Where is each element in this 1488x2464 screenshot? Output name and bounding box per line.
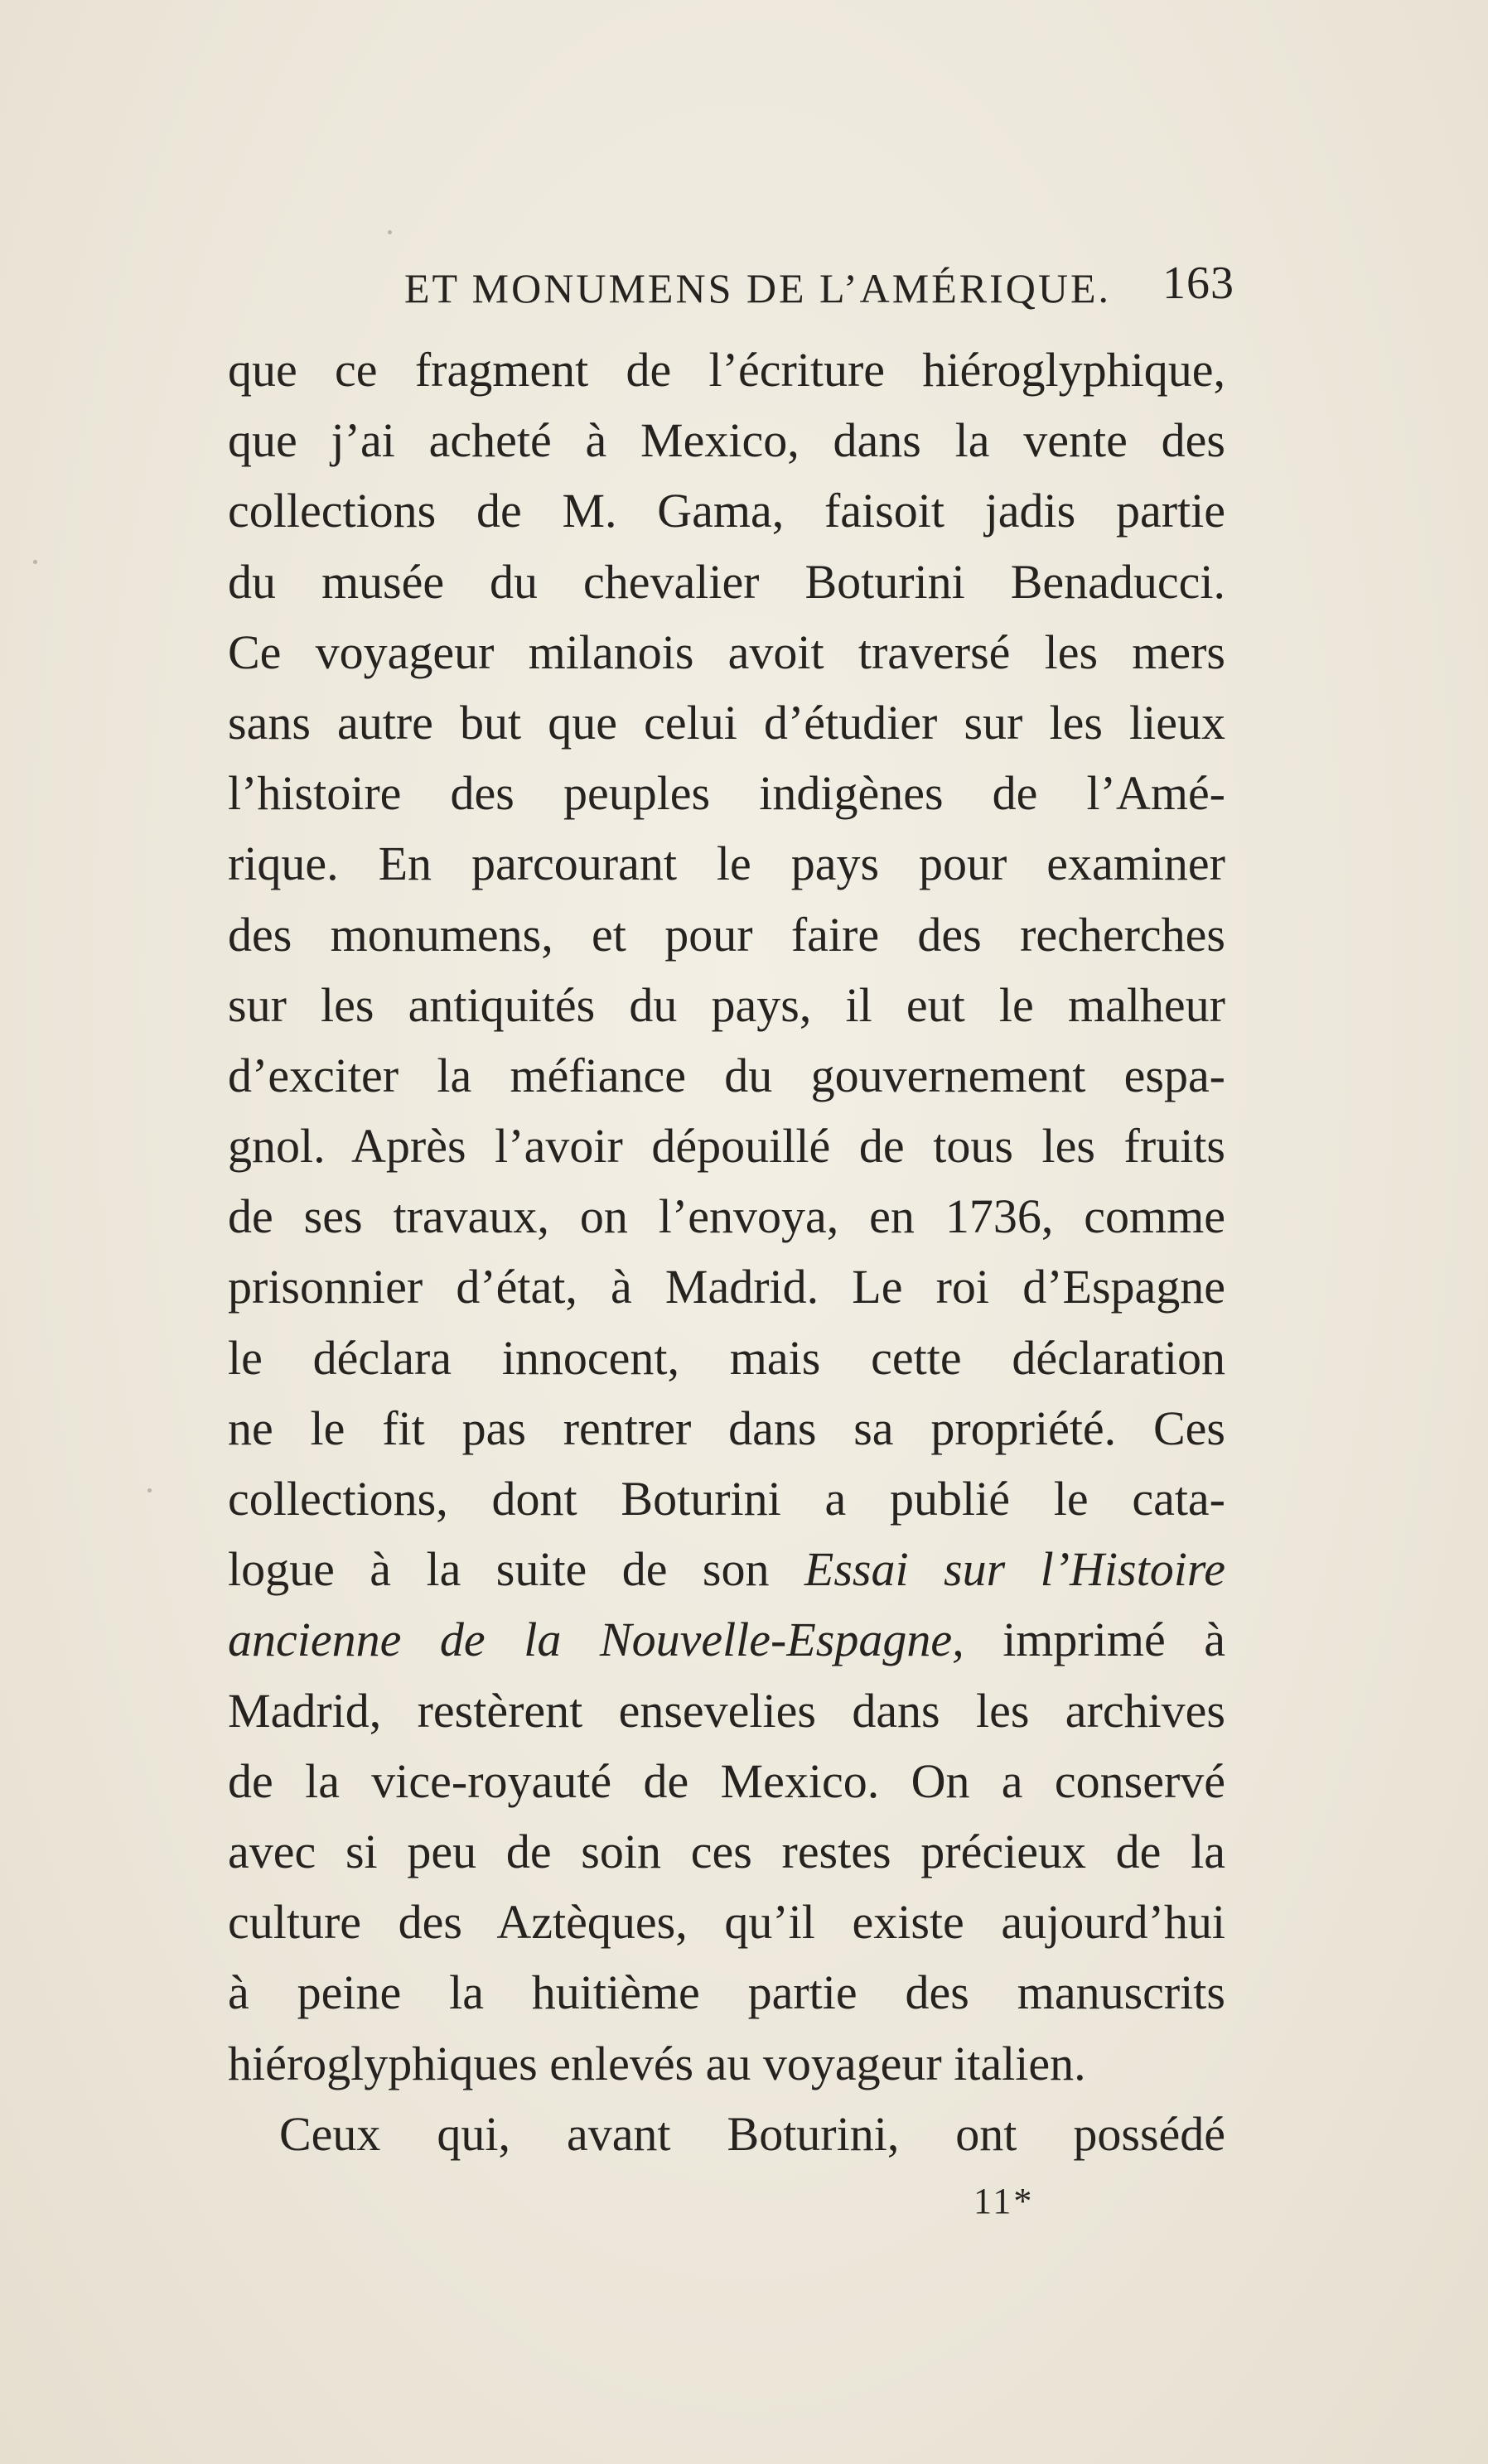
paper-spot xyxy=(147,1488,152,1492)
text-line: de la vice-royauté de Mexico. On a conservé xyxy=(228,1753,1225,1808)
text-line: de ses travaux, on l’envoya, en 1736, comme xyxy=(228,1189,1225,1244)
text-line: l’histoire des peuples indigènes de l’Amé- xyxy=(228,766,1225,821)
body-text xyxy=(228,335,1225,2169)
running-title: ET MONUMENS DE L’AMÉRIQUE. xyxy=(404,265,1111,311)
text-line: culture des Aztèques, qu’il existe aujourd’hui xyxy=(228,1895,1225,1950)
book-title-italic: Essai sur l’Histoire xyxy=(804,1542,1226,1597)
text-line: que ce fragment de l’écriture hiéroglyphique, xyxy=(228,343,1225,397)
page-number: 163 xyxy=(1162,258,1234,309)
paragraph-end-line: hiéroglyphiques enlevés au voyageur italien. xyxy=(228,2036,1086,2090)
text-line: le déclara innocent, mais cette déclaration xyxy=(228,1330,1225,1385)
text-line: prisonnier d’état, à Madrid. Le roi d’Espagne xyxy=(228,1260,1225,1314)
text-line: d’exciter la méfiance du gouvernement espa- xyxy=(228,1048,1225,1102)
text-line: à peine la huitième partie des manuscrits xyxy=(228,1965,1225,2020)
paragraph-start-line: Ceux qui, avant Boturini, ont possédé xyxy=(279,2106,1225,2161)
text-line: du musée du chevalier Boturini Benaducci. xyxy=(228,554,1225,609)
text-line: rique. En parcourant le pays pour examiner xyxy=(228,837,1225,891)
text-line: avec si peu de soin ces restes précieux de la xyxy=(228,1824,1225,1878)
text-segment: logue à la suite de son xyxy=(228,1542,770,1597)
paper-spot xyxy=(33,560,37,564)
text-line: que j’ai acheté à Mexico, dans la vente des xyxy=(228,413,1225,468)
text-line: Madrid, restèrent ensevelies dans les archives xyxy=(228,1683,1225,1738)
text-line: gnol. Après l’avoir dépouillé de tous les fruits xyxy=(228,1119,1225,1174)
paper-spot xyxy=(388,230,392,234)
text-line-with-title xyxy=(228,1604,1225,1675)
text-line: collections de M. Gama, faisoit jadis partie xyxy=(228,484,1225,538)
text-line: collections, dont Boturini a publié le cata- xyxy=(228,1472,1225,1526)
signature-mark: 11* xyxy=(973,2181,1035,2221)
text-segment: imprimé à xyxy=(1002,1613,1226,1667)
text-line: sans autre but que celui d’étudier sur les lieux xyxy=(228,695,1225,750)
text-line: des monumens, et pour faire des recherches xyxy=(228,907,1225,962)
text-line-with-title xyxy=(228,1534,1225,1604)
text-line: sur les antiquités du pays, il eut le malheur xyxy=(228,977,1225,1032)
running-head xyxy=(404,259,1234,317)
book-title-italic: ancienne de la Nouvelle-Espagne, xyxy=(228,1613,964,1667)
text-line: Ce voyageur milanois avoit traversé les mers xyxy=(228,624,1225,679)
text-line: ne le fit pas rentrer dans sa propriété. Ces xyxy=(228,1401,1225,1455)
